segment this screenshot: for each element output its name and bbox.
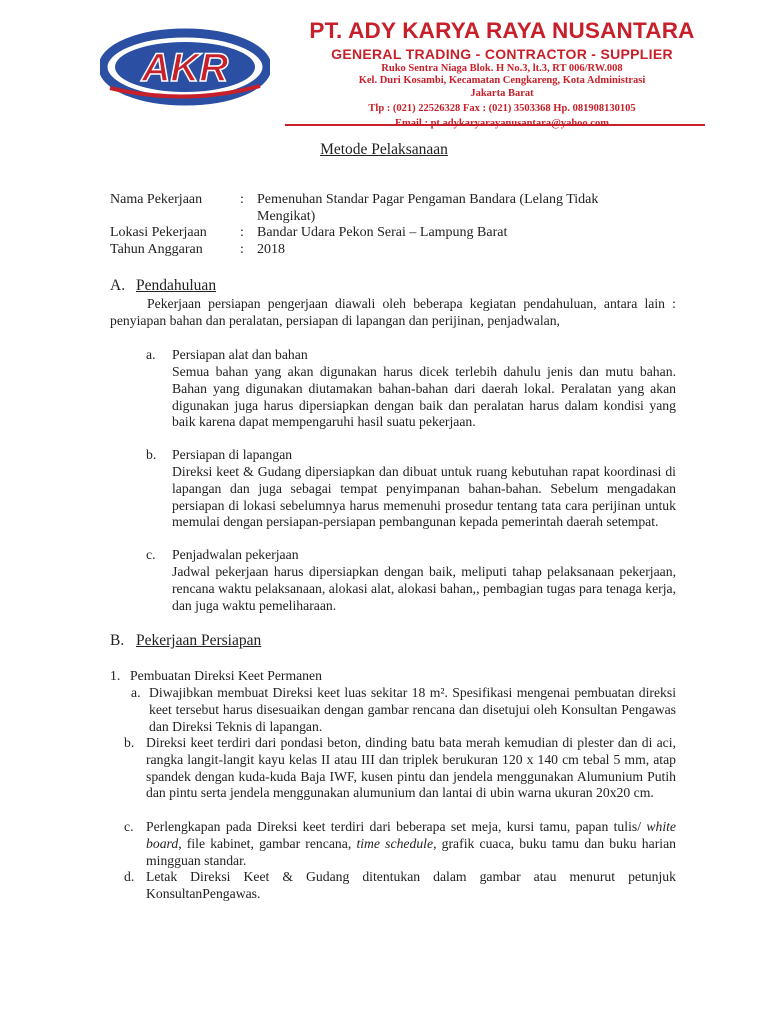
address-line-2: Kel. Duri Kosambi, Kecamatan Cengkareng, Kota Administrasi xyxy=(358,75,646,87)
meta-key: Lokasi Pekerjaan xyxy=(110,225,207,240)
paragraph: Semua bahan yang akan digunakan harus dicek terlebih dahulu jenis dan mutu bahan. Bahan yang digunakan diutamakan bahan-bahan dari daerah lokal. Peralatan yang akan digunakan juga harus dipersiapkan dengan baik dan peralatan harus dalam kondisi yang baik karena dapat mempengaruhi hasil suatu pekerjaan. xyxy=(172,364,676,430)
meta-row xyxy=(110,225,657,242)
list-label: Persiapan alat dan bahan xyxy=(172,347,308,362)
list-label: Persiapan di lapangan xyxy=(172,447,293,462)
phone-line: Tlp : (021) 22526328 Fax : (021) 3503368 Hp. 081908130105 xyxy=(368,103,636,115)
logo-text: AKR xyxy=(141,46,229,90)
paragraph: Direksi keet & Gudang dipersiapkan dan dibuat untuk ruang kebutuhan rapat koordinasi di lapangan dan juga sebagai tempat penyimpanan bahan-bahan. Sebelum mengadakan persiapan di lokasi sebelumnya harus memenuhi prosedur tentang tata cara perijinan untuk memulai dengan persiapan-persiapan pembangunan kepada pemerintah daerah setempat. xyxy=(172,464,676,530)
meta-sep: : xyxy=(240,225,244,240)
letterhead-divider xyxy=(285,124,705,126)
paragraph: Direksi keet terdiri dari pondasi beton, dinding batu bata merah kemudian di plester dan di aci, rangka langit-langit kayu kelas II atau III dan triplek berukuran 120 x 140 cm tebal 5 mm, atap spandek dengan kuda-kuda Baja IWF, kusen pintu dan jendela menggunakan Alumunium Putih dan pintu serta jendela menggunakan alumunium dan lantai di ubin warna ukuran 20x20 cm. xyxy=(146,735,676,801)
list-marker: 1. xyxy=(110,668,121,683)
project-info xyxy=(110,192,657,258)
meta-value: 2018 xyxy=(257,241,285,257)
list-item xyxy=(110,668,322,685)
meta-sep: : xyxy=(240,192,244,207)
list-item xyxy=(146,447,292,464)
letterhead xyxy=(292,18,712,130)
section-letter: B. xyxy=(110,632,125,649)
list-marker: c. xyxy=(124,819,134,834)
list-item xyxy=(146,347,308,364)
italic-term: time schedule xyxy=(356,835,434,851)
email-line: Email : pt.adykaryarayanusantara@yahoo.com xyxy=(395,118,609,130)
paragraph: Letak Direksi Keet & Gudang ditentukan dalam gambar atau menurut petunjuk KonsultanPengawas. xyxy=(146,869,676,901)
list-marker: d. xyxy=(124,869,135,884)
meta-key: Nama Pekerjaan xyxy=(110,192,203,207)
list-marker: c. xyxy=(146,547,156,562)
company-tagline: GENERAL TRADING - CONTRACTOR - SUPPLIER xyxy=(331,46,673,62)
section-title: Pendahuluan xyxy=(136,277,217,294)
meta-value: Bandar Udara Pekon Serai – Lampung Barat xyxy=(257,225,508,240)
company-logo xyxy=(100,28,270,106)
paragraph: Jadwal pekerjaan harus dipersiapkan dengan baik, meliputi tahap pelaksanaan pekerjaan, rencana waktu pelaksanaan, alokasi alat, alokasi bahan,, pembagian tugas para tenaga kerja, dan juga waktu pemeliharaan. xyxy=(172,564,676,613)
paragraph xyxy=(146,819,676,869)
list-marker: b. xyxy=(146,447,157,462)
section-b-heading xyxy=(110,632,261,650)
list-marker: a. xyxy=(131,685,141,700)
meta-sep: : xyxy=(240,241,244,257)
section-a-intro: Pekerjaan persiapan pengerjaan diawali oleh beberapa kegiatan pendahuluan, antara lain : penyiapan bahan dan peralatan, persiapan di lapangan dan perijinan, penjadwalan, xyxy=(110,296,676,328)
section-title: Pekerjaan Persiapan xyxy=(136,632,262,649)
address-line-1: Ruko Sentra Niaga Blok. H No.3, lt.3, RT 006/RW.008 xyxy=(381,63,623,74)
section-letter: A. xyxy=(110,277,126,294)
paragraph-text: Diwajibkan membuat Direksi keet luas sekitar 18 m². Spesifikasi mengenai pembuatan direksi keet tersebut harus disesuaikan dengan gambar rencana dan disetujui oleh Konsultan Pengawas dan Direksi Teknis di lapangan. xyxy=(149,685,676,734)
meta-row xyxy=(110,192,657,225)
list-item xyxy=(146,547,299,564)
paragraph-text: , file kabinet, gambar rencana, xyxy=(178,835,357,851)
document-title: Metode Pelaksanaan xyxy=(320,141,448,158)
company-name: PT. ADY KARYA RAYA NUSANTARA xyxy=(309,18,695,43)
paragraph xyxy=(149,685,676,735)
paragraph-text: , grafik cuaca, buku tamu dan buku harian mingguan standar. xyxy=(146,835,676,868)
address-line-3: Jakarta Barat xyxy=(470,87,534,99)
meta-key: Tahun Anggaran xyxy=(110,241,203,257)
list-label: Penjadwalan pekerjaan xyxy=(172,547,299,562)
list-marker: b. xyxy=(124,735,135,750)
list-label: Pembuatan Direksi Keet Permanen xyxy=(130,668,322,683)
paragraph-text: Perlengkapan pada Direksi keet terdiri dari beberapa set meja, kursi tamu, papan tulis/ xyxy=(146,819,647,834)
list-marker: a. xyxy=(146,347,156,362)
italic-term: white board xyxy=(146,819,676,851)
meta-row xyxy=(110,242,657,259)
section-a-heading xyxy=(110,277,216,295)
meta-value: Pemenuhan Standar Pagar Pengaman Bandara (Lelang Tidak Mengikat) xyxy=(257,192,599,224)
